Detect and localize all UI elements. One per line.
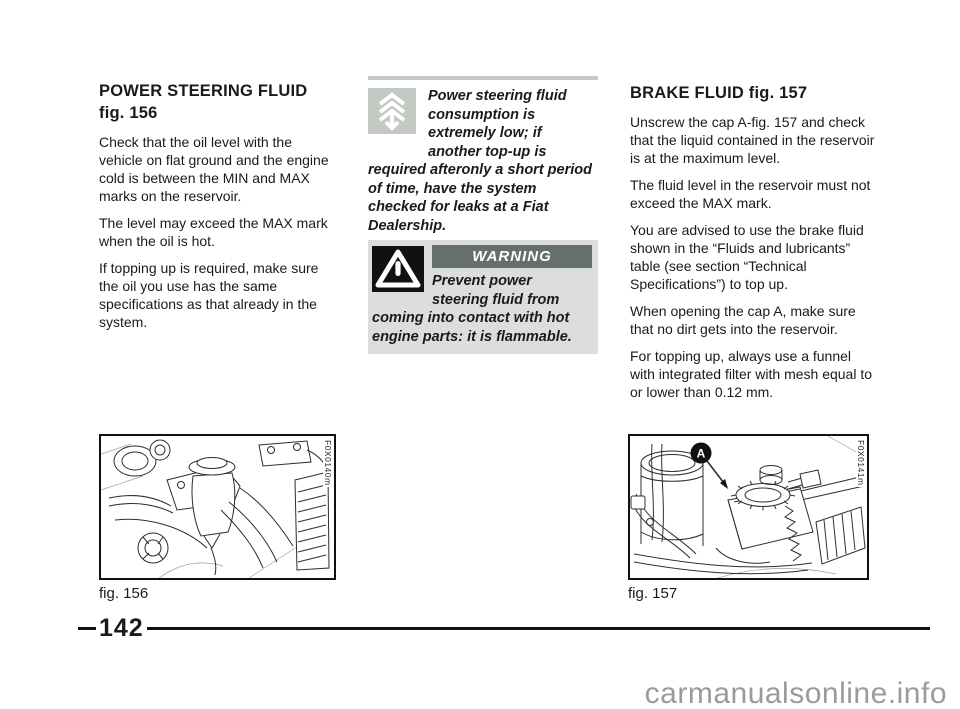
section-power-steering-fluid	[99, 80, 335, 340]
footer-rule-right	[147, 627, 930, 630]
figure-caption: fig. 157	[628, 585, 678, 602]
section-heading-line2: fig. 156	[99, 104, 158, 122]
page-footer	[78, 616, 930, 641]
warning-triangle-icon	[372, 246, 424, 292]
warning-box	[368, 240, 598, 354]
watermark: carmanualsonline.info	[644, 677, 947, 709]
paragraph: For topping up, always use a funnel with integrated filter with mesh equal to or lower than 0.12 mm.	[630, 348, 873, 400]
figure-code-label: F0X0140m	[323, 440, 333, 486]
figure-157	[628, 434, 869, 580]
paragraph: Check that the oil level with the vehicle on flat ground and the engine cold is between the MIN and MAX marks on the reservoir.	[99, 134, 329, 204]
note-box	[368, 76, 598, 235]
engine-drawing-brake-fluid	[630, 436, 867, 578]
figure-156	[99, 434, 336, 580]
paragraph: If topping up is required, make sure the oil you use has the same specifications as that already in the system.	[99, 260, 319, 330]
section-heading: BRAKE FLUID fig. 157	[630, 84, 808, 102]
section-heading-line1: POWER STEERING FLUID	[99, 82, 308, 100]
section-brake-fluid	[630, 82, 876, 410]
callout-a-label: A	[696, 446, 706, 461]
paragraph: Unscrew the cap A-fig. 157 and check that the liquid contained in the reservoir is at the maximum level.	[630, 114, 875, 166]
footer-rule-left	[78, 627, 96, 630]
warning-text: Prevent power steering fluid from coming into contact with hot engine parts: it is flammable.	[372, 273, 572, 345]
paragraph: The level may exceed the MAX mark when the oil is hot.	[99, 215, 328, 249]
warning-title: WARNING	[432, 245, 592, 268]
paragraph: When opening the cap A, make sure that no dirt gets into the reservoir.	[630, 303, 856, 337]
note-text: Power steering fluid consumption is extremely low; if another top-up is required afteronly a short period of time, have the system checked for leaks at a Fiat Dealership.	[368, 88, 592, 234]
note-top-rule	[368, 76, 598, 80]
paragraph: You are advised to use the brake fluid shown in the “Fluids and lubricants” table (see section “Technical Specifications”) to top up.	[630, 222, 864, 292]
paragraph: The fluid level in the reservoir must not exceed the MAX mark.	[630, 177, 871, 211]
figure-code-label: F0X0141m	[856, 440, 866, 486]
engine-drawing-power-steering	[101, 436, 334, 578]
page-number: 142	[99, 614, 144, 642]
figure-caption: fig. 156	[99, 585, 149, 602]
fir-tree-icon	[368, 88, 416, 134]
